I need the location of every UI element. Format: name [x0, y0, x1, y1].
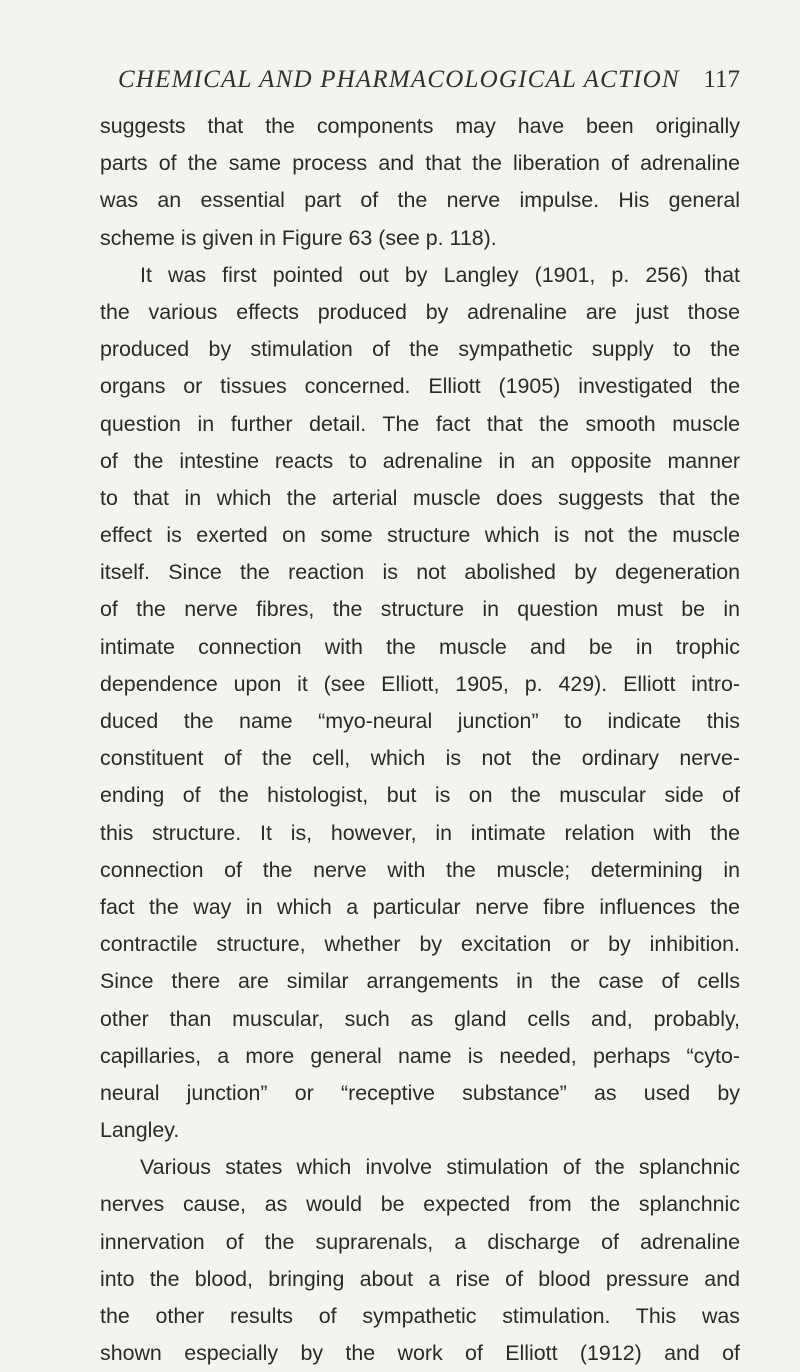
- text-line: innervation of the suprarenals, a discharge of adrenaline: [100, 1229, 740, 1254]
- text-line: effect is exerted on some structure which is not the muscle: [100, 523, 740, 548]
- text-line: scheme is given in Figure 63 (see p. 118).: [100, 225, 497, 250]
- text-line: Langley.: [100, 1118, 180, 1143]
- text-line: this structure. It is, however, in intimate relation with the: [100, 820, 740, 845]
- text-line: was an essential part of the nerve impulse. His general: [100, 188, 740, 213]
- text-line: constituent of the cell, which is not the ordinary nerve-: [100, 746, 740, 771]
- text-line: to that in which the arterial muscle does suggests that the: [100, 485, 740, 510]
- text-line: neural junction” or “receptive substance” as used by: [100, 1080, 740, 1105]
- text-line: of the nerve fibres, the structure in question must be in: [100, 597, 740, 622]
- text-line: the various effects produced by adrenaline are just those: [100, 299, 740, 324]
- page-number: 117: [703, 66, 740, 93]
- text-line: produced by stimulation of the sympathetic supply to the: [100, 337, 740, 362]
- running-header: [100, 66, 740, 100]
- text-line: other than muscular, such as gland cells and, probably,: [100, 1006, 740, 1031]
- text-line: ending of the histologist, but is on the muscular side of: [100, 783, 740, 808]
- text-line: intimate connection with the muscle and be in trophic: [100, 634, 740, 659]
- text-line: suggests that the components may have been originally: [100, 114, 740, 138]
- text-line: Since there are similar arrangements in the case of cells: [100, 969, 740, 994]
- text-line: contractile structure, whether by excitation or by inhibition.: [100, 932, 740, 957]
- text-line: question in further detail. The fact that the smooth muscle: [100, 411, 740, 436]
- text-line: dependence upon it (see Elliott, 1905, p. 429). Elliott intro-: [100, 671, 740, 696]
- text-line: shown especially by the work of Elliott (1912) and of: [100, 1341, 740, 1366]
- text-line: Various states which involve stimulation of the splanchnic: [140, 1155, 740, 1180]
- text-line: the other results of sympathetic stimulation. This was: [100, 1304, 740, 1328]
- text-line: parts of the same process and that the liberation of adrenaline: [100, 151, 740, 176]
- text-line: itself. Since the reaction is not abolished by degeneration: [100, 560, 740, 585]
- text-line: capillaries, a more general name is needed, perhaps “cyto-: [100, 1043, 740, 1068]
- text-line: of the intestine reacts to adrenaline in an opposite manner: [100, 448, 740, 473]
- text-line: connection of the nerve with the muscle; determining in: [100, 857, 740, 882]
- text-line: organs or tissues concerned. Elliott (1905) investigated the: [100, 374, 740, 399]
- text-line: duced the name “myo-neural junction” to indicate this: [100, 709, 740, 733]
- body-text: [100, 108, 740, 1372]
- running-title: CHEMICAL AND PHARMACOLOGICAL ACTION: [118, 66, 680, 93]
- text-line: fact the way in which a particular nerve fibre influences the: [100, 894, 740, 919]
- text-line: into the blood, bringing about a rise of blood pressure and: [100, 1266, 740, 1291]
- text-line: It was first pointed out by Langley (1901, p. 256) that: [140, 262, 740, 287]
- text-line: nerves cause, as would be expected from the splanchnic: [100, 1192, 740, 1217]
